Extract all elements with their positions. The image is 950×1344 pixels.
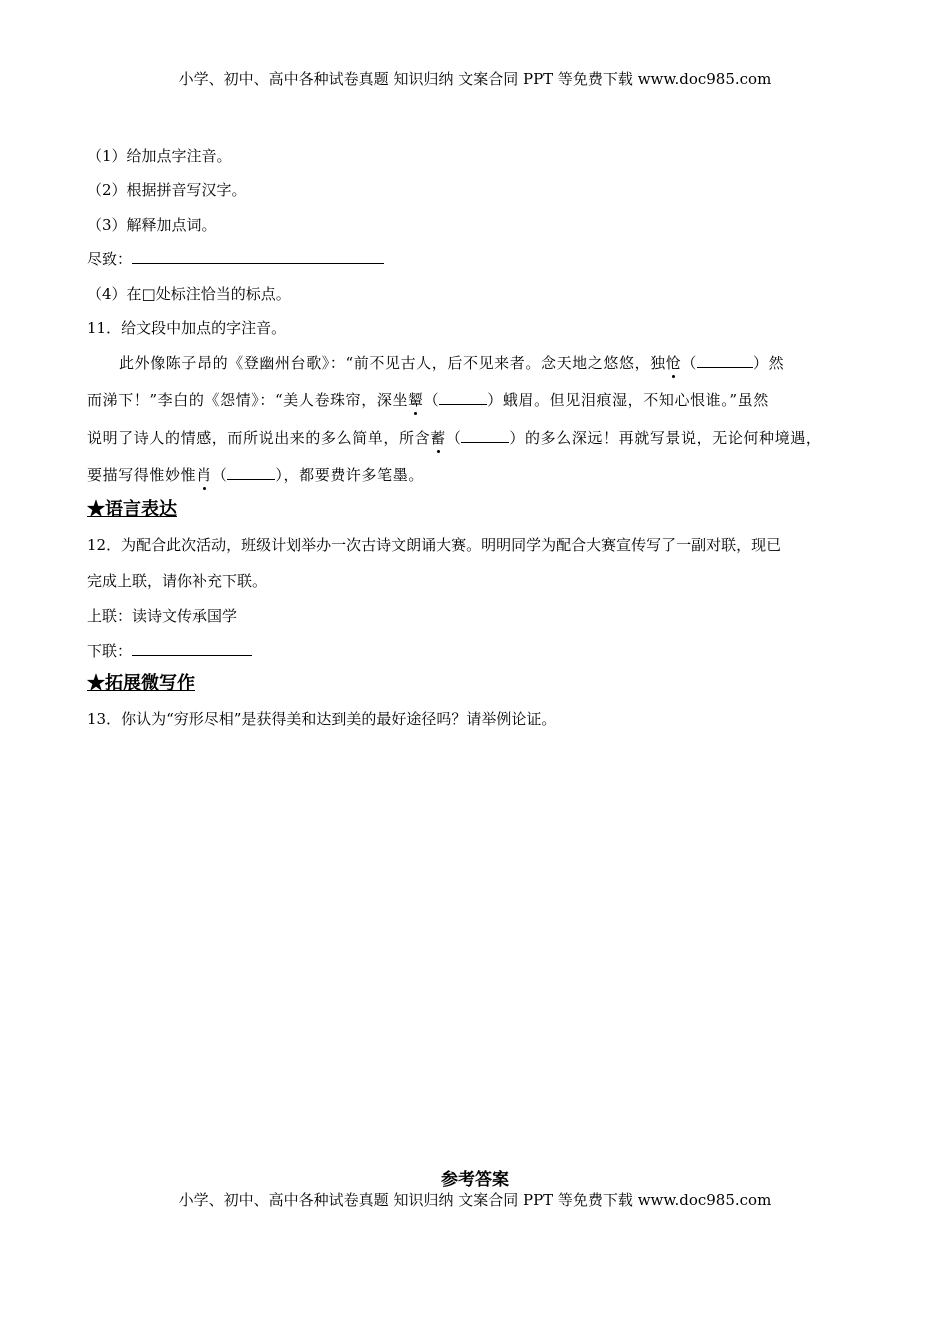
text: （	[681, 354, 697, 372]
page-footer: 小学、初中、高中各种试卷真题 知识归纳 文案合同 PPT 等免费下载 www.doc985.com	[178, 1191, 772, 1209]
answer-title: 参考答案	[441, 1170, 509, 1190]
q10-answer-line	[87, 249, 384, 269]
text: ）然	[753, 354, 785, 372]
section-language-expression: ★语言表达	[87, 499, 177, 520]
q11-paragraph-line	[119, 353, 784, 373]
q12-line-1: 12．为配合此次活动，班级计划举办一次古诗文朗诵大赛。明明同学为配合大赛宣传写了一副对联，现已	[87, 536, 782, 554]
text: ）蛾眉。但见泪痕湿，不知心恨谁。”虽然	[487, 391, 769, 409]
text: （	[211, 466, 228, 484]
page-header: 小学、初中、高中各种试卷真题 知识归纳 文案合同 PPT 等免费下载 www.doc985.com	[178, 70, 772, 88]
q12-lower-couplet	[87, 641, 252, 661]
q10-item-2: （2）根据拼音写汉字。	[87, 181, 247, 199]
q10-item-1: （1）给加点字注音。	[87, 147, 232, 165]
q12-line-2: 完成上联，请你补充下联。	[87, 572, 268, 590]
label: 下联：	[87, 642, 133, 660]
pinyin-blank[interactable]	[439, 390, 487, 405]
answer-blank[interactable]	[132, 641, 252, 656]
dotted-character: 怆	[665, 354, 682, 372]
q10-item-3: （3）解释加点词。	[87, 216, 217, 234]
text: ）的多么深远！再就写景说，无论何种境遇，	[509, 429, 822, 447]
q11-title: 11．给文段中加点的字注音。	[87, 319, 287, 337]
answer-blank[interactable]	[132, 249, 384, 264]
q11-paragraph-line	[87, 465, 424, 485]
text: （	[423, 391, 440, 409]
q11-paragraph-line	[87, 428, 821, 448]
q12-upper-couplet: 上联：读诗文传承国学	[87, 607, 238, 625]
dotted-character: 蓄	[430, 429, 446, 447]
text: 要描写得惟妙惟	[87, 466, 197, 484]
q13: 13．你认为“穷形尽相”是获得美和达到美的最好途径吗？请举例论证。	[87, 710, 557, 728]
dotted-character: 颦	[408, 391, 424, 409]
pinyin-blank[interactable]	[227, 465, 275, 480]
text: 而涕下！”李白的《怨情》：“美人卷珠帘，深坐	[87, 391, 409, 409]
q10-item-4: （4）在□处标注恰当的标点。	[87, 285, 291, 303]
pinyin-blank[interactable]	[697, 353, 753, 368]
section-extended-writing: ★拓展微写作	[87, 673, 195, 694]
q11-paragraph-line	[87, 390, 769, 410]
dotted-character: 肖	[196, 466, 212, 484]
pinyin-blank[interactable]	[461, 428, 509, 443]
text: 此外像陈子昂的《登幽州台歌》：“前不见古人，后不见来者。念天地之悠悠，独	[119, 354, 666, 372]
text: ），都要费许多笔墨。	[275, 466, 424, 484]
text: 说明了诗人的情感，而所说出来的多么简单，所含	[87, 429, 431, 447]
text: （	[445, 429, 462, 447]
label: 尽致：	[87, 250, 133, 268]
